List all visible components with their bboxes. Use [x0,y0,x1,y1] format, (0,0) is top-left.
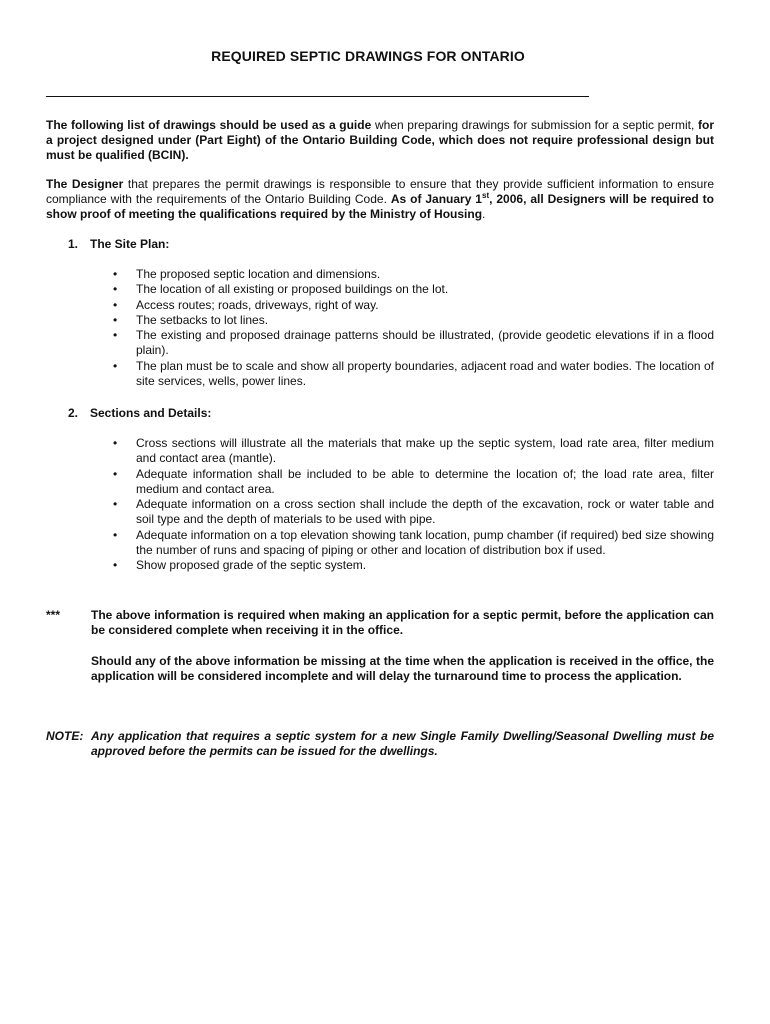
list-item: • The existing and proposed drainage patterns should be illustrated, (provide geodetic elevations if in a flood plain). [113,328,714,359]
intro-bold-lead: The following list of drawings should be used as a guide [46,118,372,132]
section-heading-site-plan [68,237,169,251]
designer-end: . [482,207,486,221]
notice-block-2 [46,654,714,704]
list-item: • The plan must be to scale and show all property boundaries, adjacent road and water bodies. The location of site services, wells, power lines. [113,359,714,390]
section-heading-sections-details [68,406,211,420]
list-item: • Show proposed grade of the septic system. [113,558,714,573]
list-item: • The proposed septic location and dimensions. [113,267,714,282]
sections-details-list [113,436,714,574]
note-block [46,729,714,769]
intro-text: when preparing drawings for submission for a septic permit, [371,118,699,132]
list-item: • Adequate information on a top elevation showing tank location, pump chamber (if required) bed size showing the number of runs and spacing of piping or other and location of distribution box if used. [113,528,714,559]
page-title: REQUIRED SEPTIC DRAWINGS FOR ONTARIO [211,48,525,64]
notice-marker: *** [46,608,61,622]
designer-date-sup: st [482,191,490,200]
section-number: 1. [68,237,79,251]
note-marker: NOTE: [46,729,84,743]
list-item: • Access routes; roads, driveways, right of way. [113,298,714,313]
designer-date: As of January 1 [390,192,482,206]
intro-paragraph [46,118,714,163]
list-item: • Adequate information on a cross section shall include the depth of the excavation, rock or water table and soil type and the depth of materials to be used with pipe. [113,497,714,528]
notice-paragraph-1: The above information is required when making an application for a septic permit, before the application can be considered complete when receiving it in the office. [91,608,714,637]
designer-bold-lead: The Designer [46,177,124,191]
designer-paragraph [46,177,714,222]
note-text: Any application that requires a septic system for a new Single Family Dwelling/Seasonal Dwelling must be approved before the permits can be issued for the dwellings. [91,729,714,758]
intro-bold-tail: for a project designed under (Part Eight) of the Ontario Building Code, which does not require professional design but must be qualified (BCIN). [46,118,715,162]
section-title: Sections and Details: [90,406,212,420]
designer-text: that prepares the permit drawings is responsible to ensure that they provide sufficient information to ensure compliance with the requirements of the Ontario Building Code. [46,177,714,206]
list-item: • Cross sections will illustrate all the materials that make up the septic system, load rate area, filter medium and contact area (mantle). [113,436,714,467]
section-title: The Site Plan: [90,237,170,251]
notice-block [46,608,714,648]
list-item: • Adequate information shall be included to be able to determine the location of; the load rate area, filter medium and contact area. [113,467,714,498]
list-item: • The location of all existing or proposed buildings on the lot. [113,282,714,297]
site-plan-list [113,267,714,389]
list-item: • The setbacks to lot lines. [113,313,714,328]
section-number: 2. [68,406,79,420]
notice-paragraph-2: Should any of the above information be missing at the time when the application is received in the office, the application will be considered incomplete and will delay the turnaround time to process the application. [91,654,714,683]
designer-requirement: , 2006, all Designers will be required to show proof of meeting the qualifications required by the Ministry of Housing [46,192,715,221]
horizontal-rule [46,96,589,97]
